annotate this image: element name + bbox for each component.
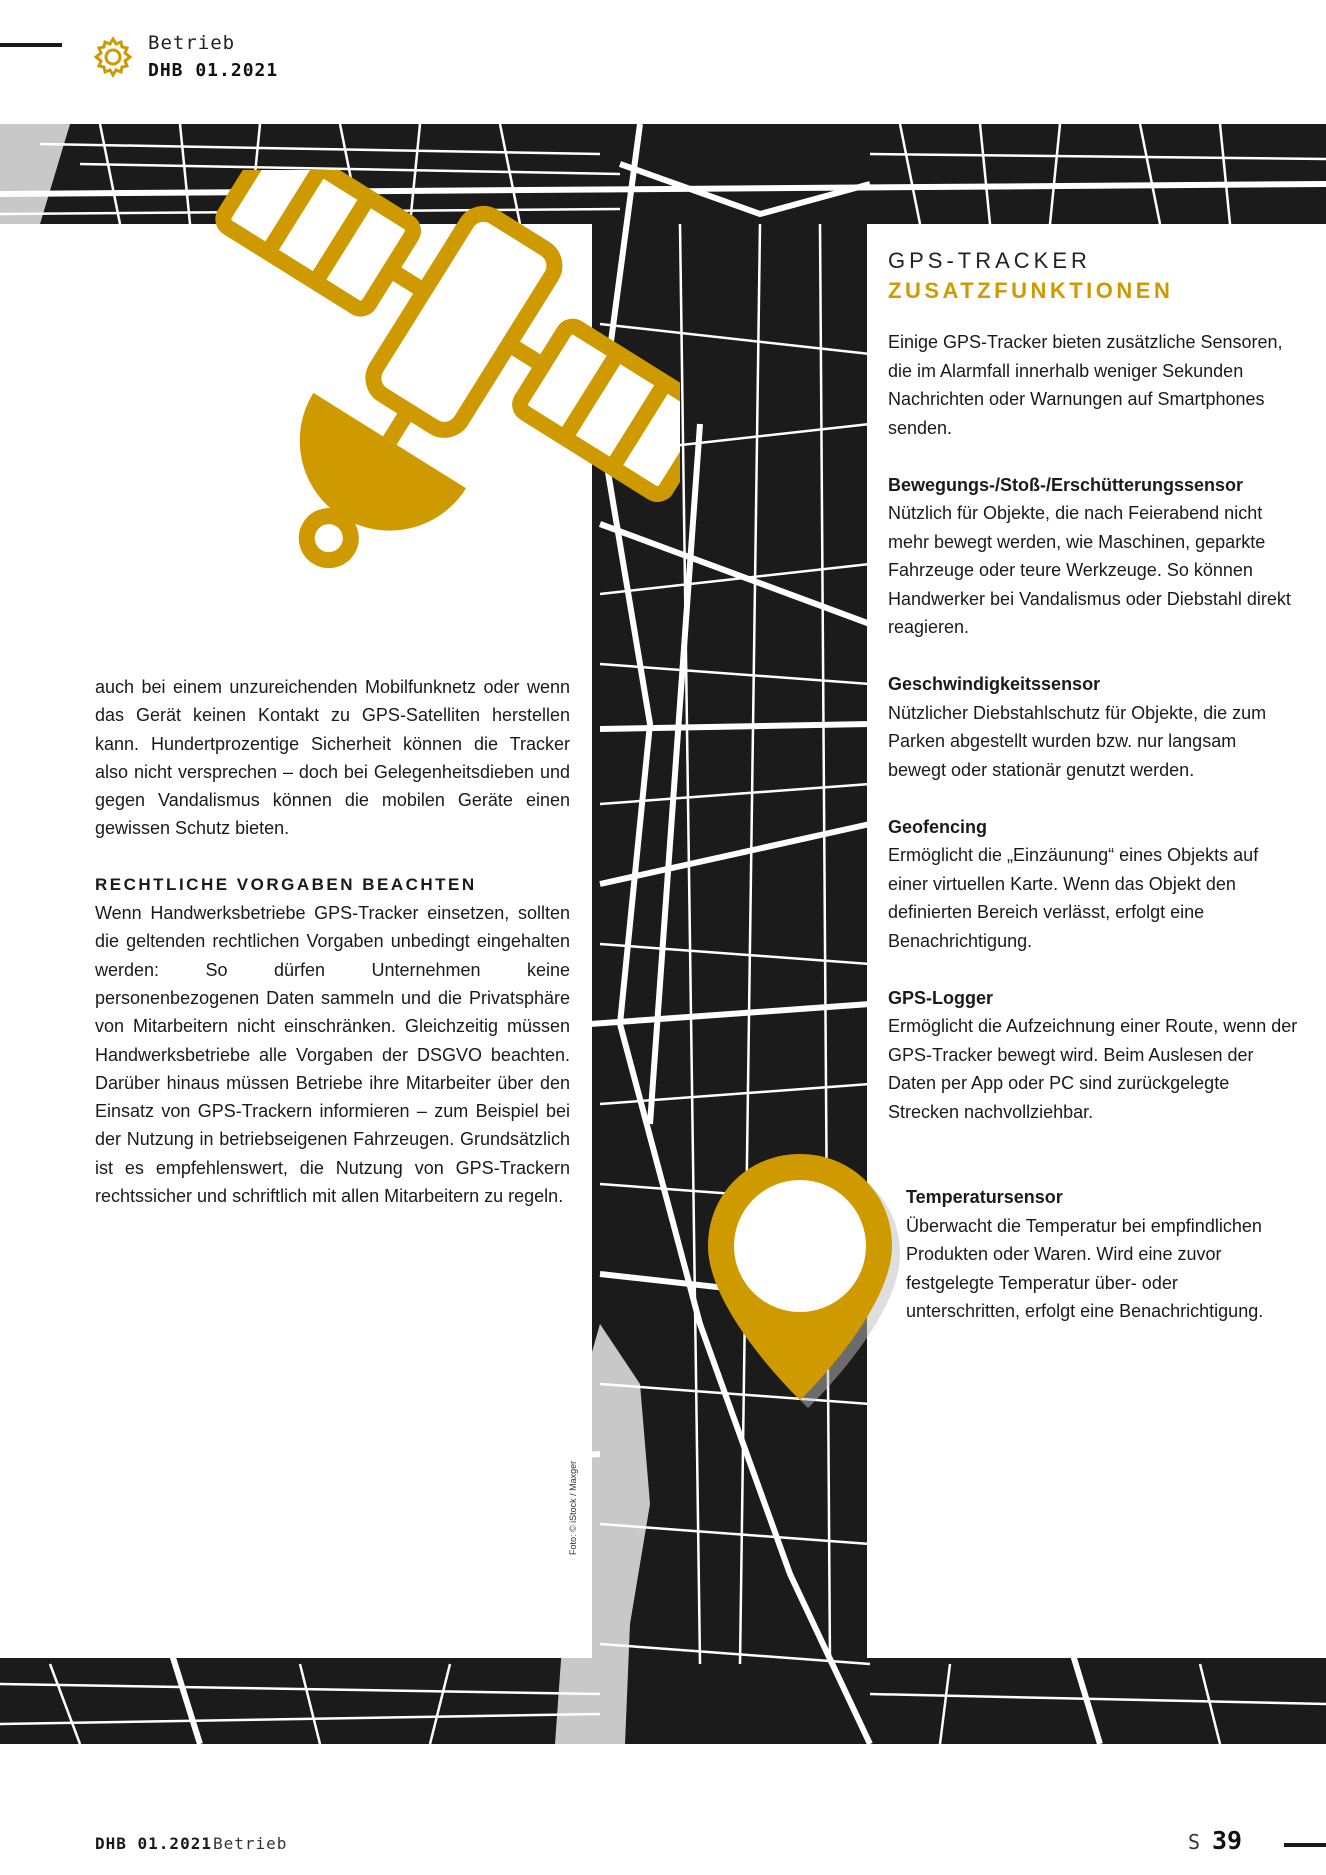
header-rule — [0, 43, 62, 47]
item-text: Nützlicher Diebstahlschutz für Objekte, die zum Parken abgestellt wurden bzw. nur langsam bewegt oder stationär genutzt werden. — [888, 702, 1267, 780]
box-kicker: GPS-TRACKER — [888, 248, 1091, 273]
item-text: Überwacht die Temperatur bei empfindlichen Produkten oder Waren. Wird eine zuvor festgelegte Temperatur über- oder unterschritten, erfolgt eine Benachrichtigung. — [906, 1215, 1264, 1321]
item-title: Geofencing — [888, 816, 988, 837]
footer-section: Betrieb — [213, 1834, 288, 1853]
body-paragraph: Wenn Handwerksbetriebe GPS-Tracker einsetzen, sollten die geltenden rechtlichen Vorgaben unbedingt eingehalten werden: So dürfen Unternehmen keine personenbezogenen Daten sammeln und die Privatsphäre von Mitarbeitern nicht einschränken. Gleichzeitig müssen Handwerksbetriebe alle Vorgaben der DSGVO beachten. Darüber hinaus müssen Betriebe ihre Mitarbeiter über den Einsatz von GPS-Trackern informieren – zum Beispiel bei der Nutzung in betriebseigenen Fahrzeugen. Grundsätzlich ist es empfehlenswert, die Nutzung von GPS-Trackern rechtssicher und schriftlich mit allen Mitarbeitern zu regeln. — [95, 903, 570, 1207]
item-title: Temperatursensor — [906, 1187, 1063, 1207]
gear-icon — [92, 36, 134, 78]
footer-issue: DHB 01.2021 — [95, 1834, 212, 1853]
page-number: 39 — [1212, 1826, 1243, 1855]
box-title: ZUSATZFUNKTIONEN — [888, 278, 1174, 303]
intro-paragraph: auch bei einem unzureichenden Mobilfunknetz oder wenn das Gerät keinen Kontakt zu GPS-Satelliten herstellen kann. Hundertprozentige Sicherheit können die Tracker also nicht versprechen – doch bei Gelegenheitsdieben und gegen Vandalismus können die mobilen Geräte einen gewissen Schutz bieten. — [95, 677, 570, 839]
section-heading: RECHTLICHE VORGABEN BEACHTEN — [95, 874, 477, 894]
location-pin-icon — [700, 1150, 910, 1420]
item-title: Bewegungs-/Stoß-/Erschütterungssensor — [888, 474, 1244, 495]
satellite-icon — [180, 170, 680, 620]
item-text: Nützlich für Objekte, die nach Feierabend nicht mehr bewegt werden, wie Maschinen, geparkte Fahrzeuge oder teure Werkzeuge. So können Handwerker bei Vandalismus oder Diebstahl direkt reagieren. — [888, 503, 1291, 637]
item-title: Geschwindigkeitssensor — [888, 674, 1101, 694]
photo-credit: Foto: © iStock / Maxger — [568, 1460, 578, 1555]
item-text: Ermöglicht die „Einzäunung“ eines Objekts auf einer virtuellen Karte. Wenn das Objekt den definierten Bereich verlässt, erfolgt eine Benachrichtigung. — [888, 845, 1259, 951]
left-article-column — [95, 673, 570, 1210]
footer-rule — [1284, 1843, 1326, 1847]
header-issue: DHB 01.2021 — [148, 60, 279, 81]
page-prefix: S — [1188, 1830, 1201, 1854]
header-section: Betrieb — [148, 32, 236, 54]
item-title: GPS-Logger — [888, 987, 994, 1008]
box-intro: Einige GPS-Tracker bieten zusätzliche Sensoren, die im Alarmfall innerhalb weniger Sekunden Nachrichten oder Warnungen auf Smartphones senden. — [888, 332, 1283, 438]
info-box-content — [888, 328, 1298, 1126]
item-text: Ermöglicht die Aufzeichnung einer Route, wenn der GPS-Tracker bewegt wird. Beim Auslesen der Daten per App oder PC sind zurückgelegte Strecken nachvollziehbar. — [888, 1016, 1298, 1122]
temperature-item — [906, 1183, 1286, 1326]
